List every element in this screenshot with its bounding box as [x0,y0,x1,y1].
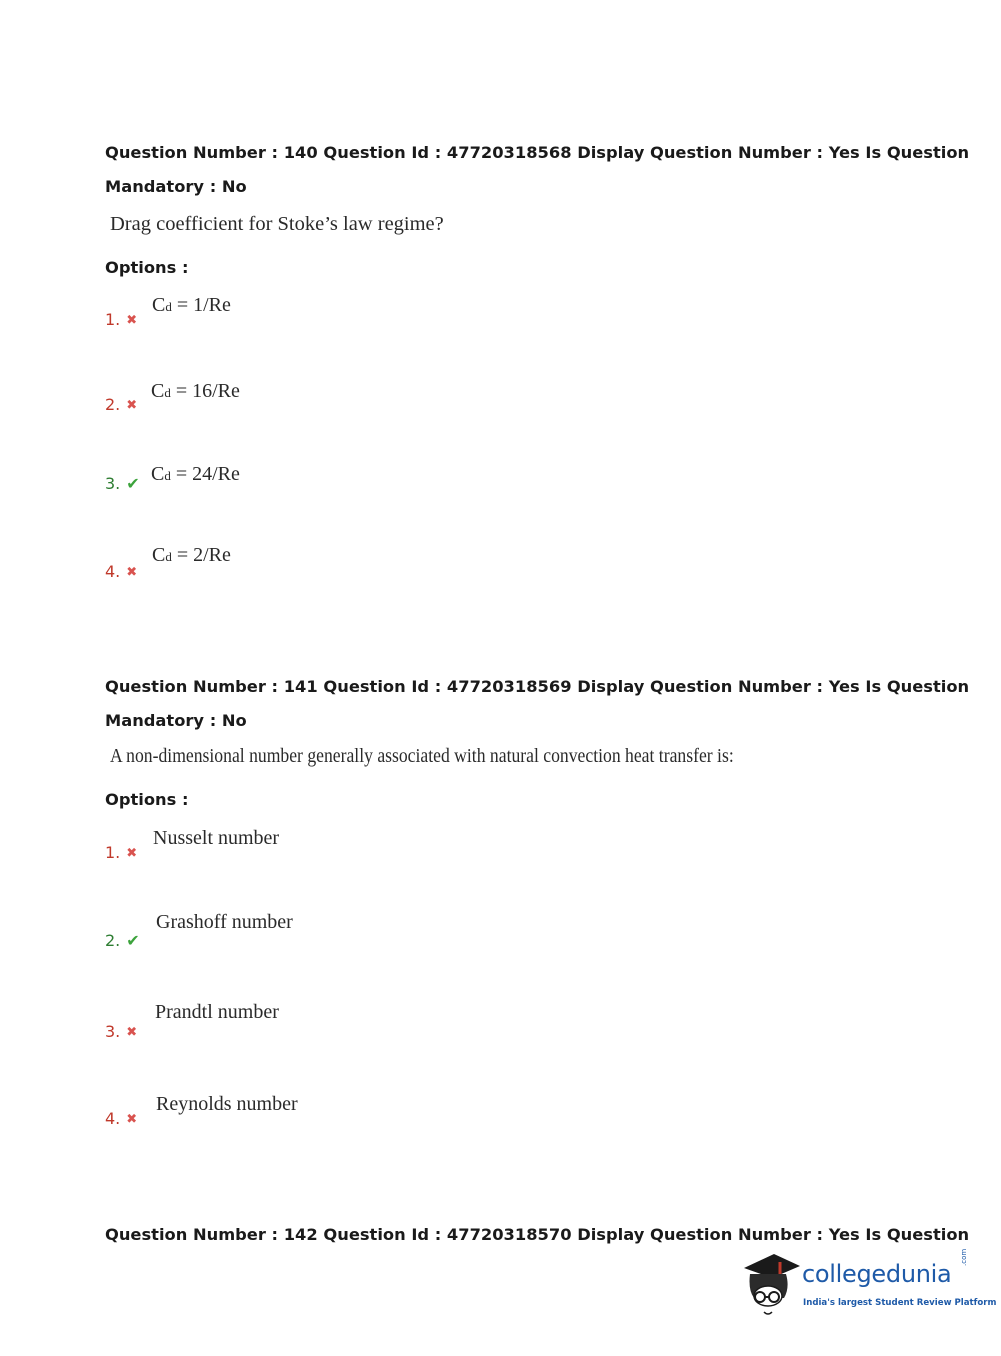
option-text: Prandtl number [155,1001,279,1023]
option-number: 2. ✖ [105,395,138,414]
question-meta-line: Question Number : 140 Question Id : 47720318568 Display Question Number : Yes Is Question [105,143,970,162]
option-number: 4. ✖ [105,1109,138,1128]
options-label: Options : [105,258,189,277]
cross-icon: ✖ [126,846,138,861]
option-text: Cd = 2/Re [152,544,231,566]
option-number: 3. ✖ [105,1022,138,1041]
logo-wordmark: collegedunia [802,1260,952,1288]
option-text: Grashoff number [156,911,293,933]
mandatory-line: Mandatory : No [105,711,247,730]
mascot-icon [740,1250,802,1320]
cross-icon: ✖ [126,1025,138,1040]
option-text: Reynolds number [156,1093,298,1115]
logo-suffix: .com [960,1248,968,1266]
option-text: Cd = 1/Re [152,294,231,316]
logo-tagline: India's largest Student Review Platform [803,1298,997,1308]
options-label: Options : [105,790,189,809]
cross-icon: ✖ [126,398,138,413]
check-icon: ✔ [126,474,140,493]
mandatory-line: Mandatory : No [105,177,247,196]
question-140-text: Drag coefficient for Stoke’s law regime? [110,213,444,235]
question-141-text: A non-dimensional number generally associated with natural convection heat transfer is: [110,745,734,767]
question-141-meta [105,670,970,738]
option-number-correct: 3. ✔ [105,474,140,493]
question-142-meta [105,1218,970,1252]
option-number: 1. ✖ [105,843,138,862]
check-icon: ✔ [126,931,140,950]
cross-icon: ✖ [126,313,138,328]
option-text: Nusselt number [153,827,280,849]
option-text: Cd = 24/Re [151,463,240,485]
collegedunia-logo [740,1248,997,1320]
question-meta-line: Question Number : 141 Question Id : 47720318569 Display Question Number : Yes Is Question [105,677,970,696]
question-meta-line: Question Number : 142 Question Id : 47720318570 Display Question Number : Yes Is Question [105,1225,970,1244]
option-number: 1. ✖ [105,310,138,329]
question-140-meta [105,136,970,204]
option-number: 4. ✖ [105,562,138,581]
option-text: Cd = 16/Re [151,380,240,402]
cross-icon: ✖ [126,1112,138,1127]
cross-icon: ✖ [126,565,138,580]
option-number-correct: 2. ✔ [105,931,140,950]
